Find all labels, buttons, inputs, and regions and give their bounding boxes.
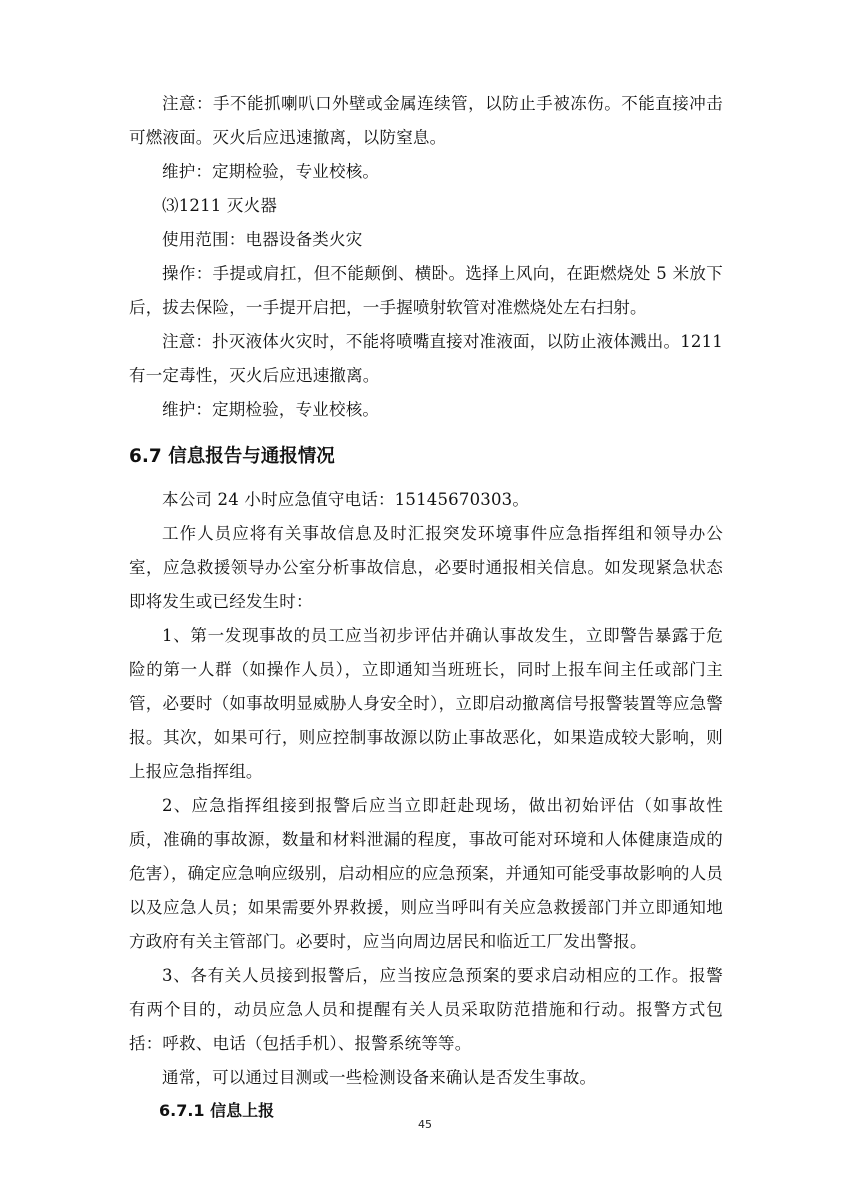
section-heading: 6.7 信息报告与通报情况 — [129, 446, 335, 467]
paragraph-maintenance-2: 维护：定期检验，专业校核。 — [162, 400, 380, 419]
paragraph-step-2: 2、应急指挥组接到报警后应当立即赶赴现场，做出初始评估（如事故性质，准确的事故源，数量和材料泄漏的程度，事故可能对环境和人体健康造成的危害），确定应急响应级别，启动相应的应急预案，并通知可能受事故影响的人员以及应急人员；如果需要外界救援，则应当呼叫有关应急救援部门并立即通知地方政府有关主管部门。必要时，应当向周边居民和临近工厂发出警报。 — [129, 796, 723, 951]
paragraph-hotline: 本公司 24 小时应急值守电话：15145670303。 — [162, 490, 530, 509]
page-content — [129, 87, 723, 1127]
paragraph-extinguisher-1211: ⑶1211 灭火器 — [162, 196, 278, 215]
paragraph-reporting: 工作人员应将有关事故信息及时汇报突发环境事件应急指挥组和领导办公室，应急救援领导办公室分析事故信息，必要时通报相关信息。如发现紧急状态即将发生或已经发生时： — [129, 524, 723, 611]
page-number: 45 — [418, 1118, 432, 1131]
paragraph-caution-1: 注意：手不能抓喇叭口外壁或金属连续管，以防止手被冻伤。不能直接冲击可燃液面。灭火后应迅速撤离，以防窒息。 — [129, 94, 723, 147]
paragraph-operation: 操作：手提或肩扛，但不能颠倒、横卧。选择上风向，在距燃烧处 5 米放下后，拔去保险，一手提开启把，一手握喷射软管对准燃烧处左右扫射。 — [129, 264, 723, 317]
paragraph-maintenance-1: 维护：定期检验，专业校核。 — [162, 162, 380, 181]
subsection-heading: 6.7.1 信息上报 — [159, 1101, 275, 1120]
paragraph-confirm: 通常，可以通过目测或一些检测设备来确认是否发生事故。 — [162, 1068, 597, 1087]
paragraph-step-1: 1、第一发现事故的员工应当初步评估并确认事故发生，立即警告暴露于危险的第一人群（如操作人员），立即通知当班班长，同时上报车间主任或部门主管，必要时（如事故明显威胁人身安全时），立即启动撤离信号报警装置等应急警报。其次，如果可行，则应控制事故源以防止事故恶化，如果造成较大影响，则上报应急指挥组。 — [129, 626, 723, 781]
paragraph-step-3: 3、各有关人员接到报警后，应当按应急预案的要求启动相应的工作。报警有两个目的，动员应急人员和提醒有关人员采取防范措施和行动。报警方式包括：呼救、电话（包括手机）、报警系统等等。 — [129, 966, 723, 1053]
paragraph-usage-scope: 使用范围：电器设备类火灾 — [162, 230, 363, 249]
paragraph-caution-2: 注意：扑灭液体火灾时，不能将喷嘴直接对准液面，以防止液体溅出。1211 有一定毒性，灭火后应迅速撤离。 — [129, 332, 723, 385]
